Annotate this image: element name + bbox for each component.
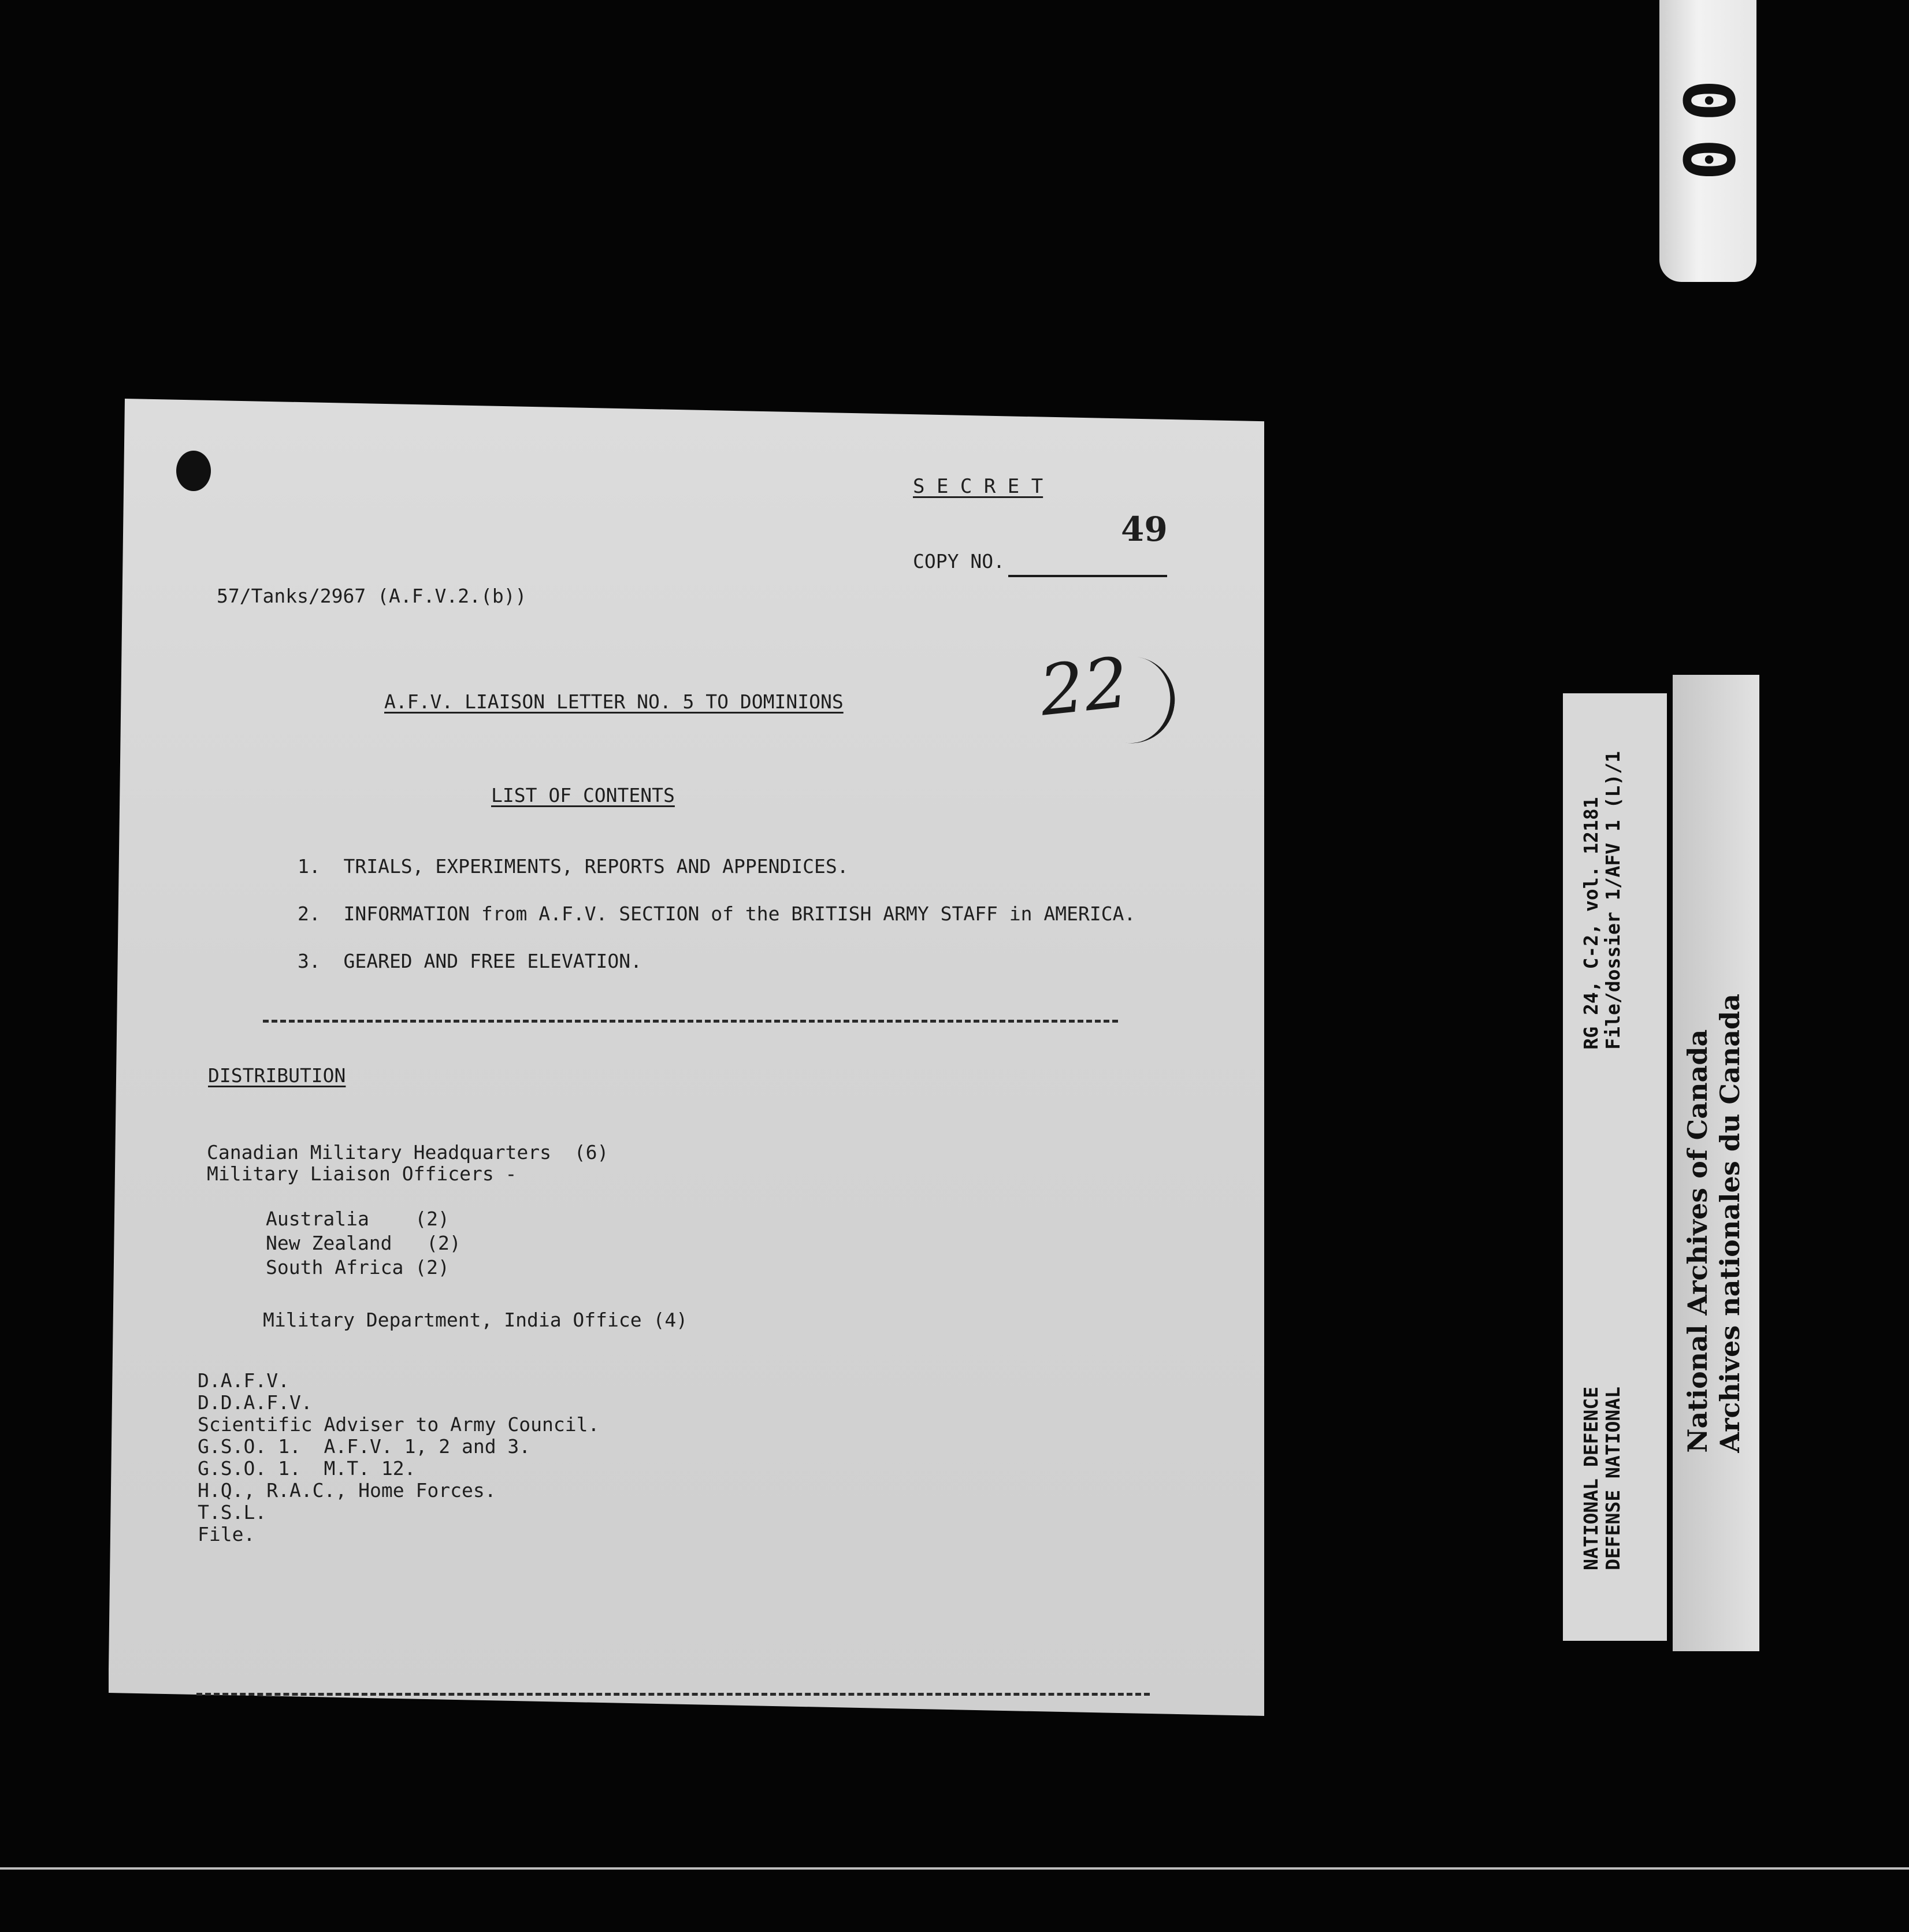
dominion-entry: South Africa (2)	[266, 1256, 450, 1279]
copy-number-label: COPY NO.	[913, 550, 1005, 573]
department-line: NATIONAL DEFENCE	[1580, 1387, 1602, 1570]
bottom-divider	[196, 1693, 1150, 1696]
distribution-line: Canadian Military Headquarters (6)	[207, 1141, 609, 1164]
archive-reference-text	[1580, 751, 1624, 1050]
archive-reference-line: File/dossier 1/AFV 1 (L)/1	[1602, 751, 1624, 1050]
archives-name-text	[1681, 994, 1746, 1453]
scan-edge-line	[0, 1867, 1909, 1870]
internal-distribution-entry: D.D.A.F.V.	[198, 1391, 313, 1414]
ink-blot	[176, 451, 211, 491]
internal-distribution-entry: D.A.F.V.	[198, 1369, 289, 1392]
internal-distribution-entry: H.Q., R.A.C., Home Forces.	[198, 1479, 496, 1502]
contents-item: 2. INFORMATION from A.F.V. SECTION of the BRITISH ARMY STAFF in AMERICA.	[298, 902, 1136, 925]
internal-distribution-entry: G.S.O. 1. M.T. 12.	[198, 1457, 416, 1480]
copy-number-line	[1008, 575, 1167, 577]
handwritten-folio-number: 22	[1036, 642, 1132, 732]
contents-heading: LIST OF CONTENTS	[491, 784, 675, 807]
internal-distribution-entry: File.	[198, 1523, 255, 1545]
classification-stamp: S E C R E T	[913, 475, 1043, 498]
internal-distribution-entry: T.S.L.	[198, 1501, 267, 1524]
distribution-heading: DISTRIBUTION	[208, 1064, 346, 1087]
india-office-entry: Military Department, India Office (4)	[263, 1309, 688, 1331]
archive-reference-line: RG 24, C-2, vol. 12181	[1580, 797, 1602, 1050]
internal-distribution-entry: G.S.O. 1. A.F.V. 1, 2 and 3.	[198, 1435, 531, 1458]
department-line: DEFENSE NATIONAL	[1602, 1387, 1624, 1570]
letter-title: A.F.V. LIAISON LETTER NO. 5 TO DOMINIONS	[384, 690, 844, 713]
copy-number-value: 49	[1121, 510, 1168, 549]
internal-distribution-entry: Scientific Adviser to Army Council.	[198, 1413, 600, 1436]
distribution-line: Military Liaison Officers -	[207, 1162, 517, 1185]
department-text	[1580, 1387, 1624, 1570]
dominion-entry: Australia (2)	[266, 1208, 450, 1230]
archives-name-fr: Archives nationales du Canada	[1714, 994, 1745, 1453]
dominion-entry: New Zealand (2)	[266, 1232, 461, 1254]
contents-item: 1. TRIALS, EXPERIMENTS, REPORTS AND APPENDICES.	[298, 855, 849, 878]
frame-number: 00	[1667, 79, 1748, 198]
section-divider	[263, 1020, 1118, 1023]
file-reference: 57/Tanks/2967 (A.F.V.2.(b))	[217, 585, 527, 607]
archives-name-en: National Archives of Canada	[1682, 1029, 1713, 1453]
contents-item: 3. GEARED AND FREE ELEVATION.	[298, 950, 642, 972]
